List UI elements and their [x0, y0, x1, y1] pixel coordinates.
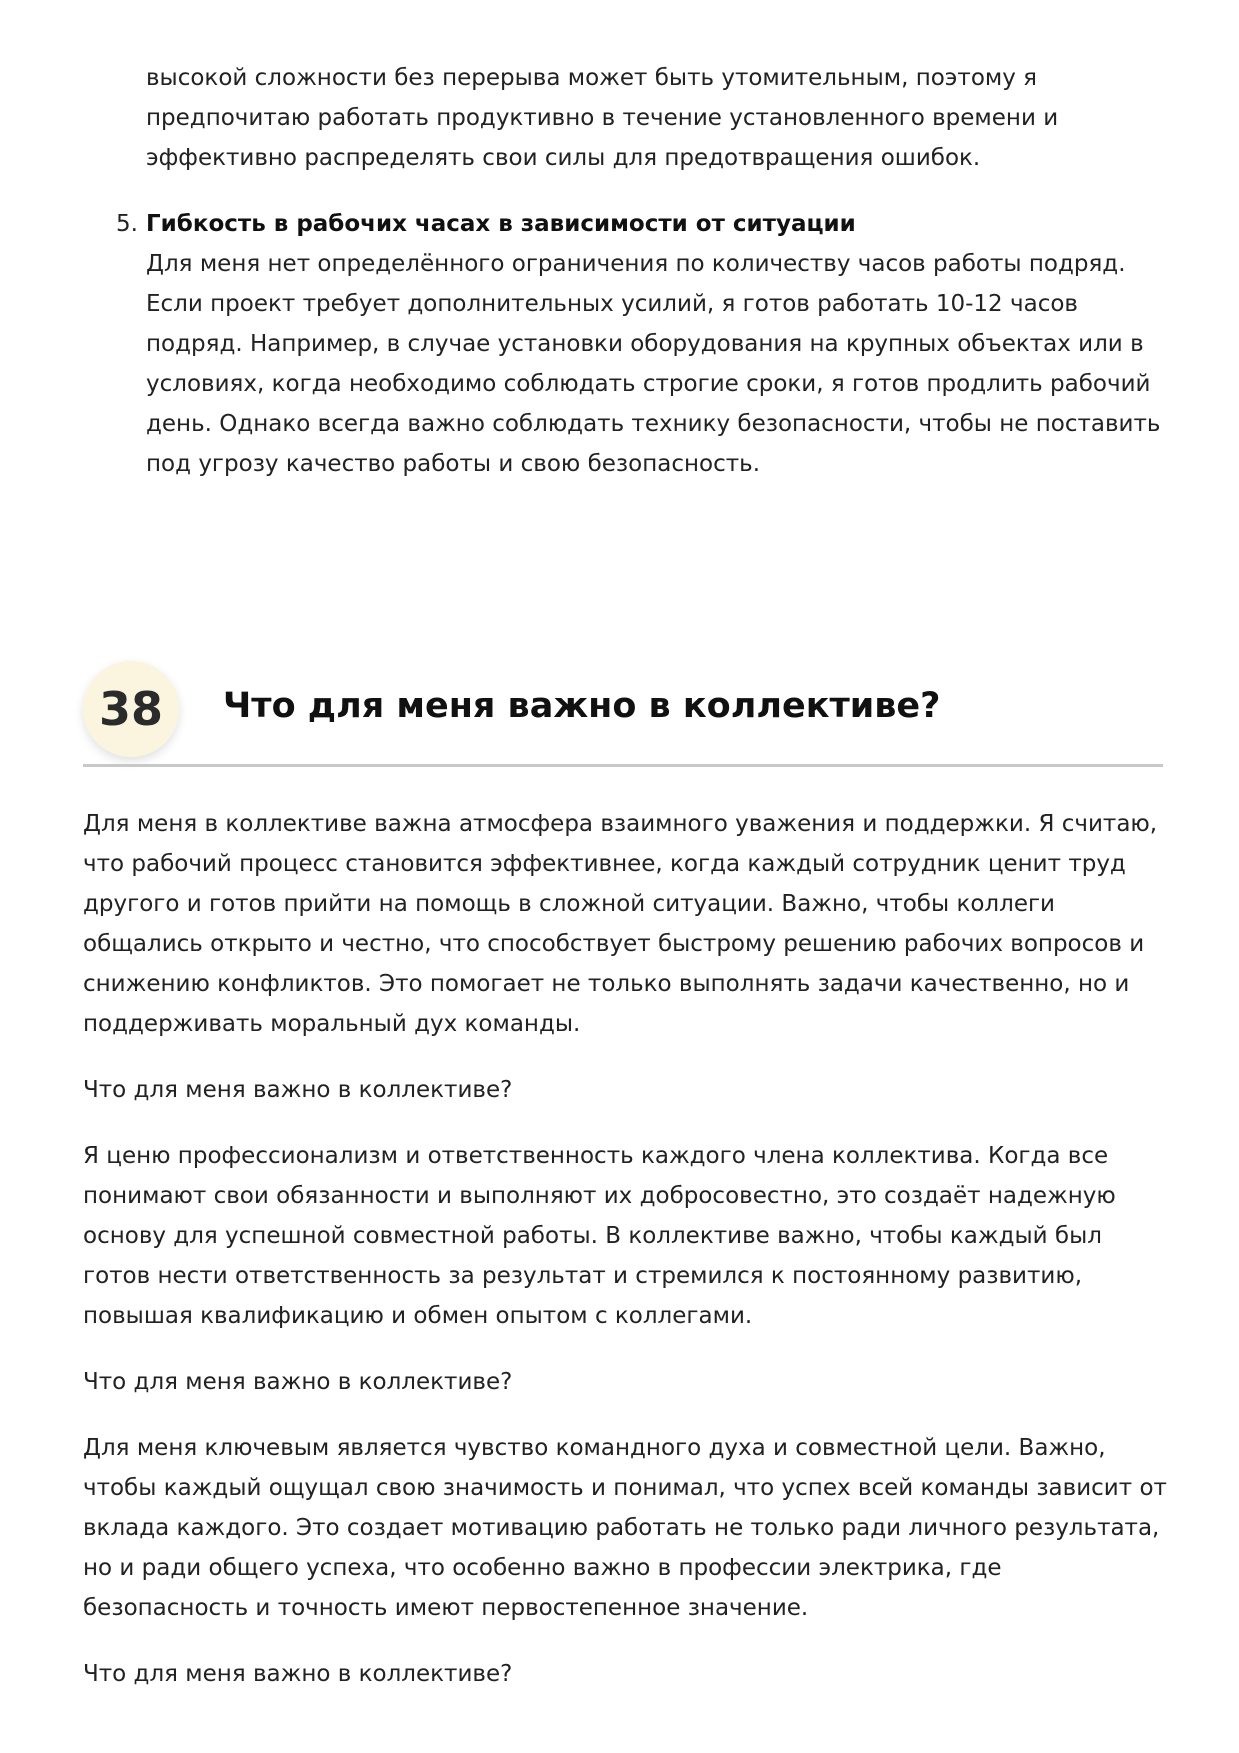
list-number: 5. — [116, 211, 138, 237]
section-header — [83, 658, 1163, 768]
paragraph: Что для меня важно в коллективе? — [83, 1661, 513, 1687]
paragraph: Что для меня важно в коллективе? — [83, 1369, 513, 1395]
list-item-continuation — [146, 58, 1166, 178]
section-divider — [83, 764, 1163, 767]
continuation-text: высокой сложности без перерыва может быть утомительным, поэтому я предпочитаю работать продуктивно в течение установленного времени и эффективно распределять свои силы для предотвращения ошибок. — [146, 65, 1059, 171]
list-item-body: Для меня нет определённого ограничения по количеству часов работы подряд. Если проект требует дополнительных усилий, я готов работать 10-12 часов подряд. Например, в случае установки оборудования на крупных объектах или в условиях, когда необходимо соблюдать строгие сроки, я готов продлить рабочий день. Однако всегда важно соблюдать технику безопасности, чтобы не поставить под угрозу качество работы и свою безопасность. — [146, 251, 1161, 477]
paragraph: Что для меня важно в коллективе? — [83, 1077, 513, 1103]
list-item-5 — [116, 204, 1166, 484]
paragraph: Для меня ключевым является чувство командного духа и совместной цели. Важно, чтобы каждый ощущал свою значимость и понимал, что успех всей команды зависит от вклада каждого. Это создает мотивацию работать не только ради личного результата, но и ради общего успеха, что особенно важно в профессии электрика, где безопасность и точность имеют первостепенное значение. — [83, 1435, 1167, 1621]
section-title: Что для меня важно в коллективе? — [223, 686, 941, 726]
section-content — [83, 804, 1168, 1720]
list-item-title: Гибкость в рабочих часах в зависимости от ситуации — [146, 211, 856, 237]
section-number-badge: 38 — [83, 661, 179, 757]
paragraph: Для меня в коллективе важна атмосфера взаимного уважения и поддержки. Я считаю, что рабочий процесс становится эффективнее, когда каждый сотрудник ценит труд другого и готов прийти на помощь в сложной ситуации. Важно, чтобы коллеги общались открыто и честно, что способствует быстрому решению рабочих вопросов и снижению конфликтов. Это помогает не только выполнять задачи качественно, но и поддерживать моральный дух команды. — [83, 811, 1158, 1037]
paragraph: Я ценю профессионализм и ответственность каждого члена коллектива. Когда все понимают свои обязанности и выполняют их добросовестно, это создаёт надежную основу для успешной совместной работы. В коллективе важно, чтобы каждый был готов нести ответственность за результат и стремился к постоянному развитию, повышая квалификацию и обмен опытом с коллегами. — [83, 1143, 1116, 1329]
